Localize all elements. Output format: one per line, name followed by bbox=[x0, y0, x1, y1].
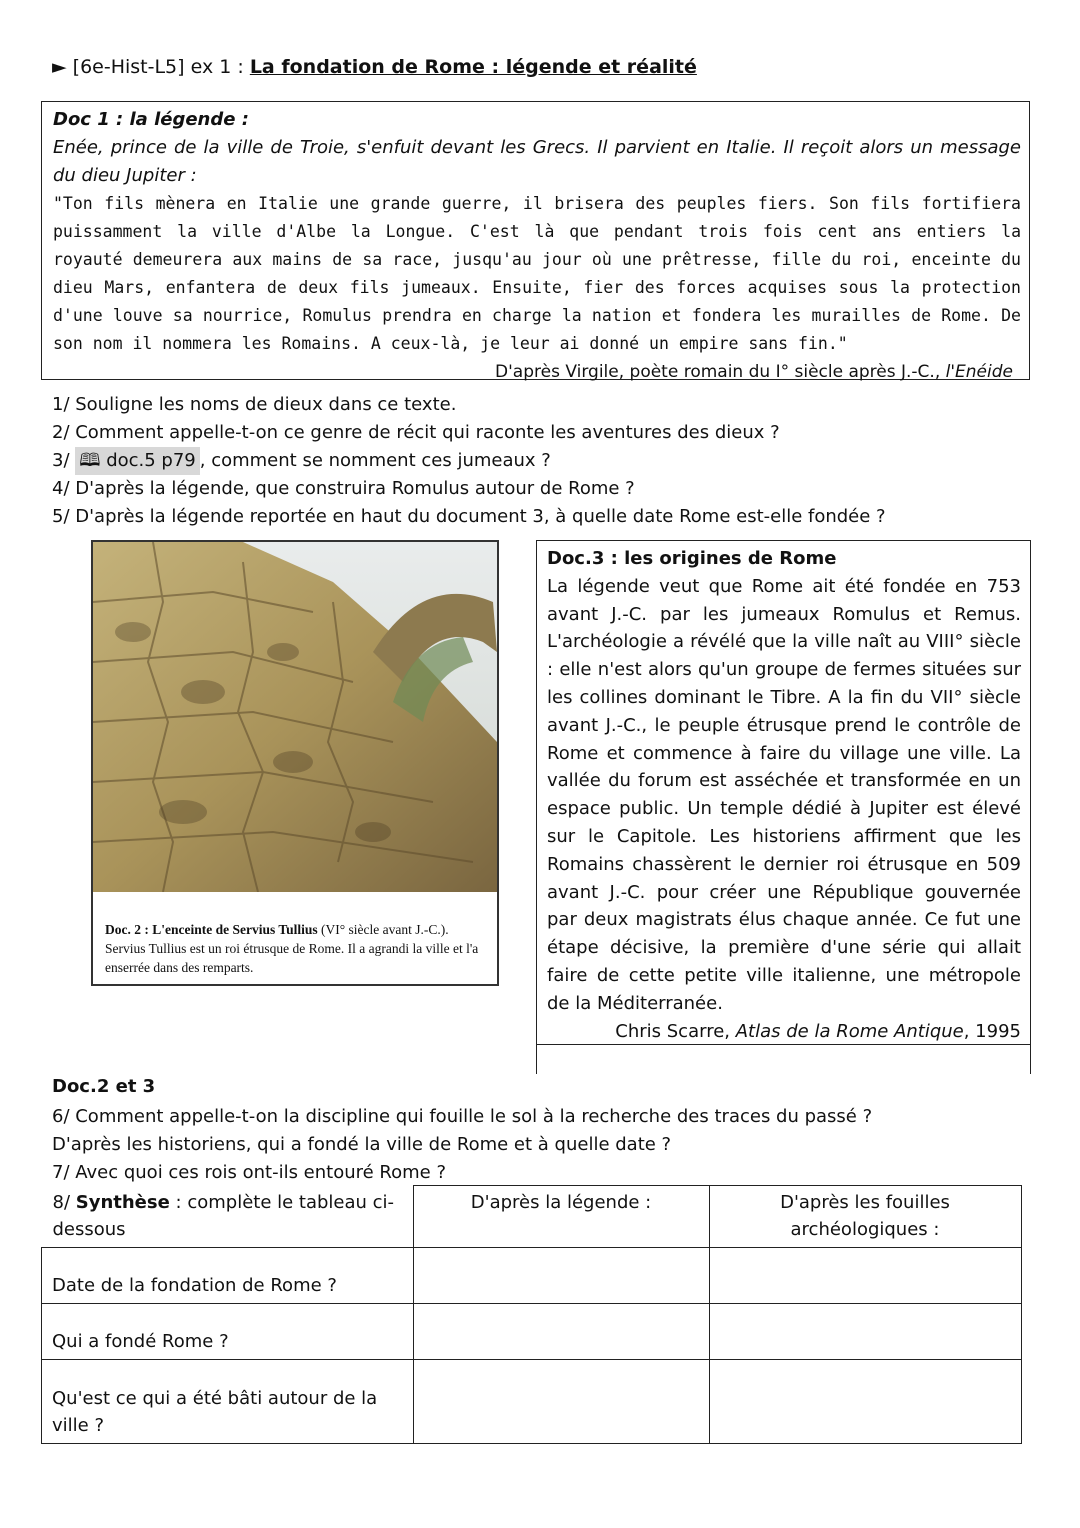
question-3 bbox=[52, 447, 551, 475]
question-6b: D'après les historiens, qui a fondé la ville de Rome et à quelle date ? bbox=[52, 1134, 672, 1155]
column-header-archaeology: D'après les fouilles archéologiques : bbox=[709, 1186, 1021, 1248]
doc2-caption bbox=[105, 920, 485, 977]
synthesis-intro bbox=[42, 1186, 414, 1248]
worksheet-title bbox=[52, 56, 697, 78]
synthesis-intro-text: : complète le tableau ci-dessous bbox=[52, 1191, 395, 1240]
doc1-source bbox=[53, 358, 1021, 386]
synthesis-intro-bold: Synthèse bbox=[75, 1191, 170, 1213]
question-7: 7/ Avec quoi ces rois ont-ils entouré Rome ? bbox=[52, 1162, 447, 1183]
row-label-date: Date de la fondation de Rome ? bbox=[42, 1248, 414, 1304]
doc3-source-author: Chris Scarre, bbox=[615, 1020, 736, 1042]
row-label-walls: Qu'est ce qui a été bâti autour de la ville ? bbox=[42, 1360, 414, 1444]
doc3-body: La légende veut que Rome ait été fondée en 753 avant J.-C. par les jumeaux Romulus et Remus. L'archéologie a révélé que la ville naît au VIII° siècle : elle n'est alors qu'un groupe de fermes situées sur les collines dominant le Tibre. A la fin du VII° siècle avant J.-C., le peuple étrusque prend le contrôle de Rome et commence à faire du village une ville. La vallée du forum est asséchée et transformée en un espace public. Un temple dédié à Jupiter est élevé sur le Capitole. Les historiens affirment que les Romains chassèrent le dernier roi étrusque en 509 avant J.-C. pour créer une République gouvernée par deux magistrats élus chaque année. Ce fut une étape décisive, la première d'une série qui allait faire de cette petite ville italienne, une métropole de la Méditerranée. bbox=[547, 575, 1021, 1014]
question-1: 1/ Souligne les noms de dieux dans ce texte. bbox=[52, 394, 457, 415]
doc3-box-tail bbox=[536, 1044, 1031, 1074]
answer-cell-archaeology-walls[interactable] bbox=[709, 1360, 1021, 1444]
synthesis-table bbox=[41, 1185, 1022, 1444]
question-5: 5/ D'après la légende reportée en haut du document 3, à quelle date Rome est-elle fondée ? bbox=[52, 506, 886, 527]
doc1-source-work: l'Enéide bbox=[945, 362, 1013, 382]
doc1-intro: Enée, prince de la ville de Troie, s'enfuit devant les Grecs. Il parvient en Italie. Il reçoit alors un message du dieu Jupiter : bbox=[53, 137, 1021, 186]
section-heading: Doc.2 et 3 bbox=[52, 1076, 156, 1097]
rampart-photo bbox=[93, 542, 497, 892]
doc1-box bbox=[41, 101, 1030, 380]
doc1-quote: "Ton fils mènera en Italie une grande guerre, il brisera des peuples fiers. Son fils fortifiera puissamment la ville d'Albe la Longue. C'est là que pendant trois fois cent ans entiers la royauté demeurera aux mains de sa race, jusqu'au jour où une prêtresse, fille du roi, enceinte du dieu Mars, enfantera de deux fils jumeaux. Ensuite, fier des forces acquises sous la protection d'une louve sa nourrice, Romulus prendra en charge la nation et fondera les murailles de Rome. De son nom il nommera les Romains. A ceux-là, je leur ai donné un empire sans fin." bbox=[53, 194, 1021, 353]
doc2-figure bbox=[91, 540, 499, 986]
doc3-box bbox=[536, 540, 1031, 1045]
doc3-source-work: Atlas de la Rome Antique bbox=[735, 1020, 964, 1042]
doc2-caption-text: (VI° siècle avant J.-C.). Servius Tullius est un roi étrusque de Rome. Il a agrandi la ville et l'a enserrée dans des remparts. bbox=[105, 922, 479, 975]
title-prefix: ► [6e-Hist-L5] ex 1 : bbox=[52, 56, 250, 78]
doc3-source-year: , 1995 bbox=[963, 1020, 1021, 1042]
answer-cell-archaeology-founder[interactable] bbox=[709, 1304, 1021, 1360]
title-main: La fondation de Rome : légende et réalité bbox=[249, 56, 697, 78]
answer-cell-legend-date[interactable] bbox=[413, 1248, 709, 1304]
doc1-heading: Doc 1 : la légende : bbox=[53, 109, 249, 130]
row-label-founder: Qui a fondé Rome ? bbox=[42, 1304, 414, 1360]
doc1-source-text: D'après Virgile, poète romain du I° siècle après J.-C., bbox=[495, 362, 946, 382]
doc3-heading: Doc.3 : les origines de Rome bbox=[547, 548, 837, 569]
synthesis-intro-prefix: 8/ bbox=[52, 1191, 76, 1213]
question-4: 4/ D'après la légende, que construira Romulus autour de Rome ? bbox=[52, 478, 635, 499]
answer-cell-legend-walls[interactable] bbox=[413, 1360, 709, 1444]
question-2: 2/ Comment appelle-t-on ce genre de récit qui raconte les aventures des dieux ? bbox=[52, 422, 780, 443]
table-row bbox=[42, 1360, 1022, 1444]
table-row bbox=[42, 1304, 1022, 1360]
question-3-prefix: 3/ bbox=[52, 450, 76, 471]
question-3-text: , comment se nomment ces jumeaux ? bbox=[199, 450, 551, 471]
question-6: 6/ Comment appelle-t-on la discipline qui fouille le sol à la recherche des traces du passé ? bbox=[52, 1106, 873, 1127]
column-header-legend: D'après la légende : bbox=[413, 1186, 709, 1248]
doc2-caption-title: Doc. 2 : L'enceinte de Servius Tullius bbox=[105, 922, 318, 937]
doc3-source bbox=[547, 1018, 1021, 1046]
answer-cell-legend-founder[interactable] bbox=[413, 1304, 709, 1360]
answer-cell-archaeology-date[interactable] bbox=[709, 1248, 1021, 1304]
table-header-row bbox=[42, 1186, 1022, 1248]
textbook-reference: 🕮 doc.5 p79 bbox=[75, 447, 200, 475]
table-row bbox=[42, 1248, 1022, 1304]
